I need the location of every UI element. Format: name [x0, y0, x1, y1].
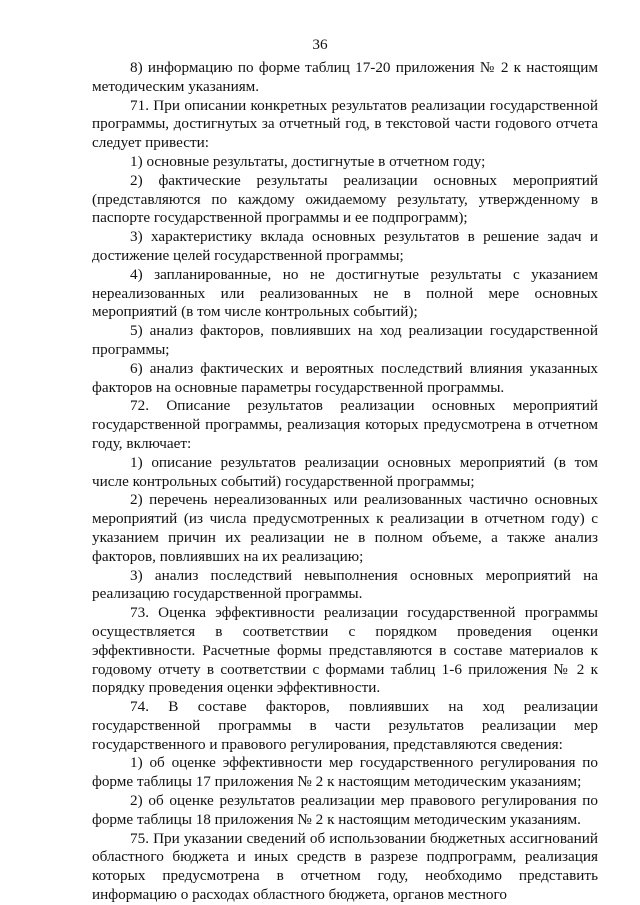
paragraph-74-item-2: 2) об оценке результатов реализации мер правового регулирования по форме таблицы 18 приложения № 2 к настоящим методическим указаниям.: [92, 792, 598, 828]
paragraph-71-item-3: 3) характеристику вклада основных результатов в решение задач и достижение целей государственной программы;: [92, 228, 598, 264]
paragraph-71-item-6: 6) анализ фактических и вероятных последствий влияния указанных факторов на основные параметры государственной программы.: [92, 359, 598, 396]
paragraph-item-8-info: 8) информацию по форме таблиц 17-20 приложения № 2 к настоящим методическим указаниям.: [92, 59, 598, 95]
paragraph-71-item-4: 4) запланированные, но не достигнутые результаты с указанием нереализованных или реализованных не в полной мере основных мероприятий (в том числе контрольных событий);: [92, 265, 598, 321]
paragraph-71-item-2: 2) фактические результаты реализации основных мероприятий (представляются по каждому ожидаемому результату, утвержденному в паспорте государственной программы и ее подпрограмм);: [92, 171, 598, 227]
paragraph-74-item-1: 1) об оценке эффективности мер государственного регулирования по форме таблицы 17 приложения № 2 к настоящим методическим указаниям;: [92, 754, 598, 791]
paragraph-71-item-5: 5) анализ факторов, повлиявших на ход реализации государственной программы;: [92, 322, 598, 358]
paragraph-74: 74. В составе факторов, повлиявших на ход реализации государственной программы в части результатов реализации мер государственного и правового регулирования, представляются сведения:: [92, 698, 598, 753]
paragraph-72-item-1: 1) описание результатов реализации основных мероприятий (в том числе контрольных событий) государственной программы;: [92, 453, 598, 490]
paragraph-73: 73. Оценка эффективности реализации государственной программы осуществляется в соответствии с порядком проведения оценки эффективности. Расчетные формы представляются в составе материалов к годовому отчету в соответствии с формами таблиц 1-6 приложения № 2 к порядку проведения оценки эффективности.: [92, 604, 598, 697]
paragraph-71-item-1: 1) основные результаты, достигнутые в отчетном году;: [130, 152, 486, 170]
page-number: 36: [312, 36, 328, 53]
paragraph-71: 71. При описании конкретных результатов реализации государственной программы, достигнутых за отчетный год, в текстовой части годового отчета следует привести:: [92, 96, 598, 152]
paragraph-75: 75. При указании сведений об использовании бюджетных ассигнований областного бюджета и иных средств в разрезе подпрограмм, реализация которых предусмотрена в отчетном году, необходимо представить информацию о расходах областного бюджета, органов местного: [92, 829, 598, 904]
paragraph-72-item-3: 3) анализ последствий невыполнения основных мероприятий на реализацию государственной программы.: [92, 566, 598, 603]
document-body: [92, 59, 598, 905]
paragraph-72-item-2: 2) перечень нереализованных или реализованных частично основных мероприятий (из числа предусмотренных к реализации в отчетном году) с указанием причин их реализации не в полном объеме, а также анализ факторов, повлиявших на их реализацию;: [92, 491, 598, 565]
paragraph-72: 72. Описание результатов реализации основных мероприятий государственной программы, реализация которых предусмотрена в отчетном году, включает:: [92, 397, 598, 452]
